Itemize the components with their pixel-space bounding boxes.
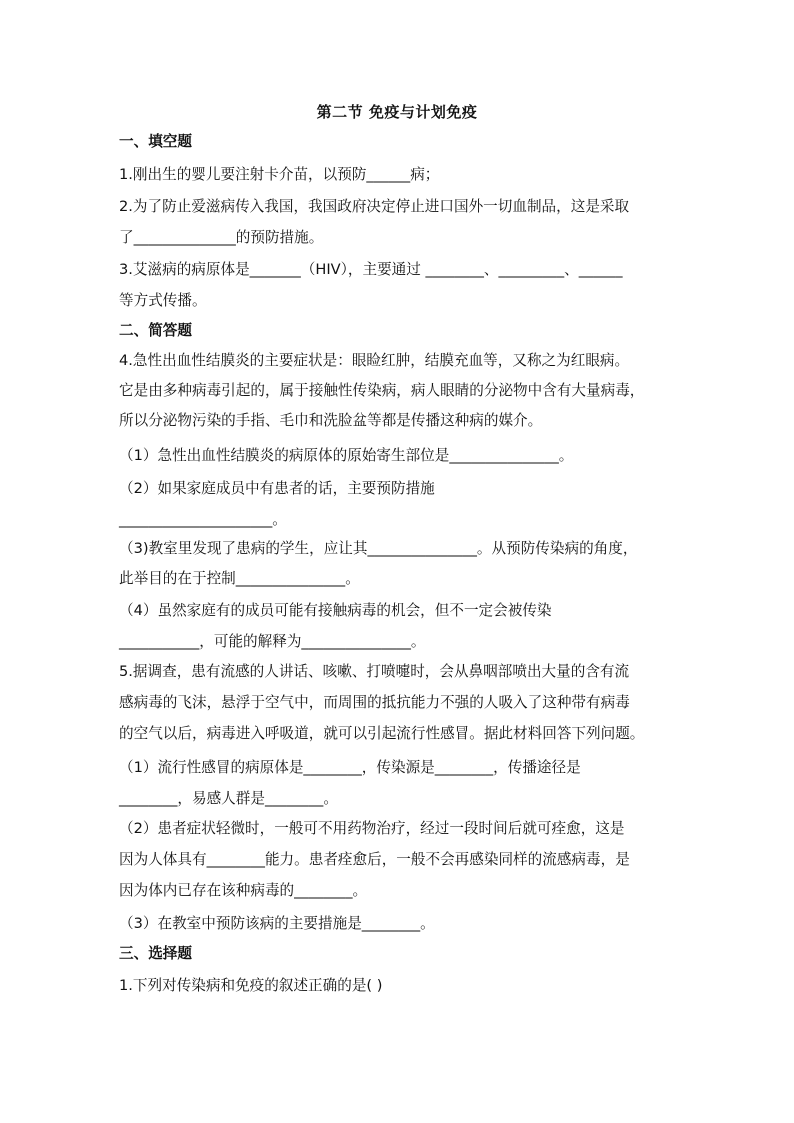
section-heading-short: 二、简答题 [119, 322, 192, 339]
short-question-5-line-1: 5.据调查，患有流感的人讲话、咳嗽、打喷嚏时，会从鼻咽部喷出大量的含有流 [119, 663, 630, 680]
short-question-4-part-2-line-2: _____________________。 [119, 511, 287, 528]
fill-question-1: 1.刚出生的婴儿要注射卡介苗，以预防______病； [119, 166, 440, 183]
short-question-4-line-2: 它是由多种病毒引起的，属于接触性传染病，病人眼睛的分泌物中含有大量病毒， [119, 382, 645, 399]
choice-question-1: 1.下列对传染病和免疫的叙述正确的是( ) [119, 977, 383, 994]
short-question-5-line-2: 感病毒的飞沫，悬浮于空气中，而周围的抵抗能力不强的人吸入了这种带有病毒 [119, 694, 630, 711]
short-question-4-line-1: 4.急性出血性结膜炎的主要症状是：眼睑红肿，结膜充血等，又称之为红眼病。 [119, 352, 630, 369]
short-question-5-part-3: （3）在教室中预防该病的主要措施是________。 [119, 915, 435, 932]
page-title: 第二节 免疫与计划免疫 [316, 103, 478, 121]
short-question-4-part-4-line-1: （4）虽然家庭有的成员可能有接触病毒的机会，但不一定会被传染 [119, 602, 552, 619]
short-question-4-part-2-line-1: （2）如果家庭成员中有患者的话，主要预防措施 [119, 480, 435, 497]
short-question-5-part-1-line-2: ________，易感人群是________。 [119, 790, 338, 807]
fill-question-3-line-1: 3.艾滋病的病原体是_______（HIV），主要通过 ________、_________、______ [119, 261, 623, 278]
short-question-5-line-3: 的空气以后，病毒进入呼吸道，就可以引起流行性感冒。据此材料回答下列问题。 [119, 725, 645, 742]
short-question-4-part-3-line-2: 此举目的在于控制_______________。 [119, 570, 360, 587]
short-question-4-line-3: 所以分泌物污染的手指、毛巾和洗脸盆等都是传播这种病的媒介。 [119, 412, 543, 429]
short-question-5-part-1-line-1: （1）流行性感冒的病原体是________，传染源是________，传播途径是 [119, 759, 581, 776]
short-question-5-part-2-line-1: （2）患者症状轻微时，一般可不用药物治疗，经过一段时间后就可痊愈，这是 [119, 820, 625, 837]
fill-question-2-line-2: 了______________的预防措施。 [119, 229, 324, 246]
fill-question-3-line-2: 等方式传播。 [119, 292, 207, 309]
short-question-4-part-1: （1）急性出血性结膜炎的病原体的原始寄生部位是_______________。 [119, 447, 574, 464]
section-heading-fill: 一、填空题 [119, 133, 192, 150]
short-question-5-part-2-line-3: 因为体内已存在该种病毒的________。 [119, 882, 368, 899]
section-heading-choice: 三、选择题 [119, 945, 192, 962]
fill-question-2-line-1: 2.为了防止爱滋病传入我国，我国政府决定停止进口国外一切血制品，这是采取 [119, 198, 630, 215]
short-question-4-part-4-line-2: ___________，可能的解释为_______________。 [119, 633, 426, 650]
short-question-5-part-2-line-2: 因为人体具有________能力。患者痊愈后，一般不会再感染同样的流感病毒，是 [119, 851, 630, 868]
short-question-4-part-3-line-1: （3)教室里发现了患病的学生，应让其_______________。从预防传染病的角度， [119, 540, 638, 557]
